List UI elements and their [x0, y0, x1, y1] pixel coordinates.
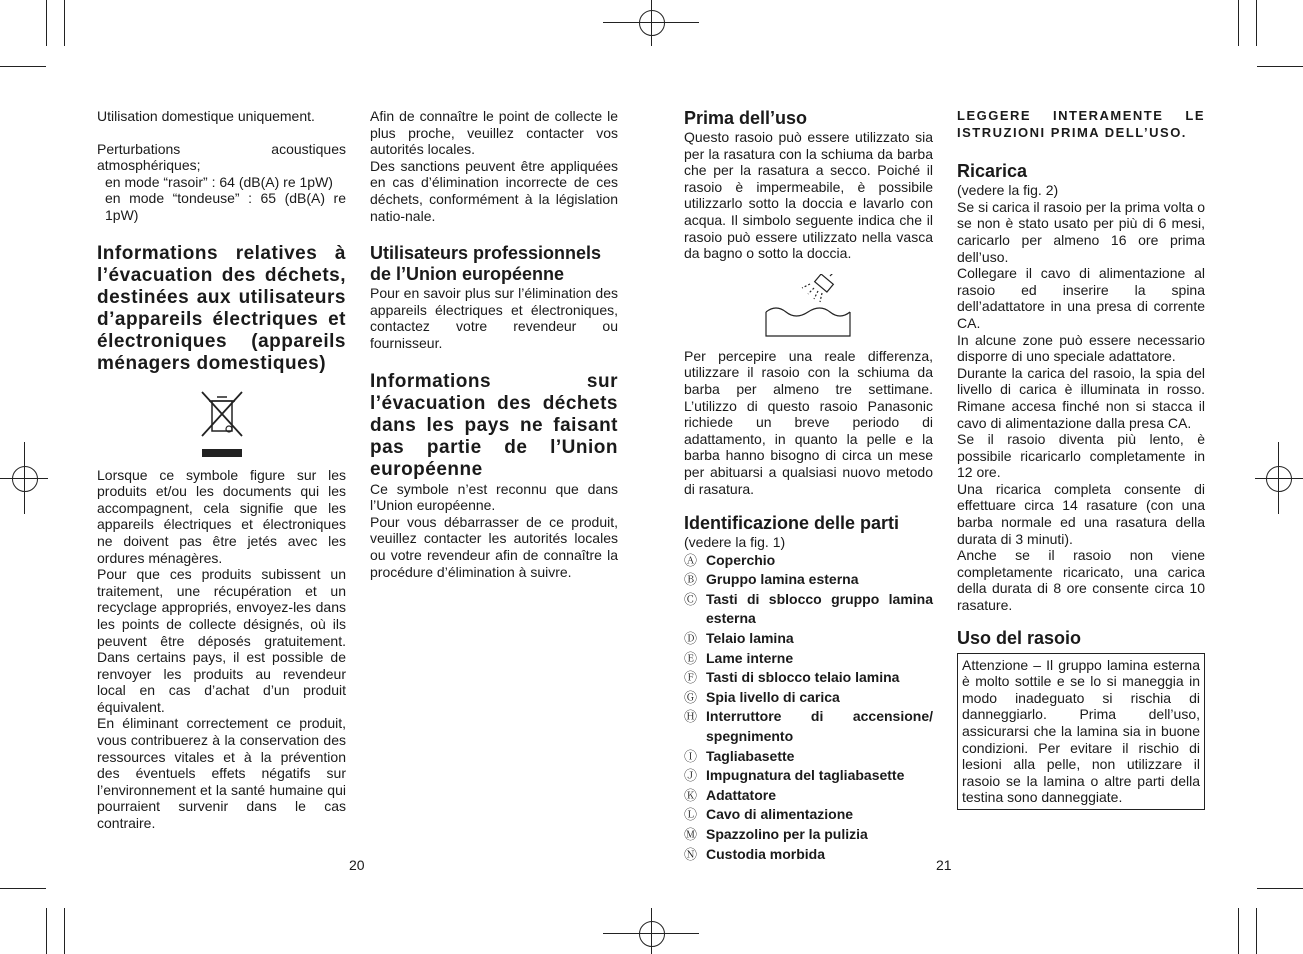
column-3	[684, 108, 933, 864]
text-charging-5: Se il rasoio diventa più lento, è possibile ricaricarlo completamente in 12 ore.	[957, 431, 1205, 481]
column-2	[370, 108, 618, 580]
list-item: Ⓐ Coperchio	[684, 551, 776, 568]
text-parts-fig: (vedere la fig. 1)	[684, 534, 786, 551]
list-item: Ⓛ Cavo di alimentazione	[684, 806, 854, 823]
text-adaptation: Per percepire una reale differenza, utilizzare il rasoio con la schiuma da barba per almeno tre settimane. L’utilizzo di questo rasoio Panasonic richiede un breve periodo di adattamento, in quanto la pelle e la barba hanno bisogno di circa un mese per abituarsi a qualsiasi nuovo metodo di rasatura.	[684, 347, 933, 497]
heading-non-eu: Informations sur l’évacuation des déchets dans les pays ne faisant pas partie de l’Union européenne	[370, 370, 618, 480]
text-symbol-meaning: Lorsque ce symbole figure sur les produits et/ou les documents qui les accompagnent, cela signifie que les appareils électriques et électroniques ne doivent pas être jetés avec les ordures ménagères.	[97, 466, 346, 566]
list-item: Ⓑ Gruppo lamina esterna	[684, 571, 859, 588]
list-item: Ⓚ Adattatore	[684, 786, 777, 803]
text-before-use: Questo rasoio può essere utilizzato sia per la rasatura con la schiuma da barba che per la rasatura a secco. Poiché il rasoio è impermeabile, è possibile utilizzarlo sotto la doccia e lavarlo con acqua. Il simbolo seguente indica che il rasoio può essere utilizzato nella vasca da bagno o sotto la doccia.	[684, 129, 933, 262]
text-domestic-use: Utilisation domestique uniquement.	[97, 108, 315, 124]
heading-before-use: Prima dell’uso	[684, 108, 808, 128]
text-caution: Attenzione – Il gruppo lamina esterna è molto sottile e se lo si maneggia in modo inadeguato si rischia di danneggiarlo. Prima dell’uso, assicurarsi che la lamina sia in buone condizioni. Per evitare il rischio di lesioni alla pelle, non utilizzare il rasoio se la lamina o altre parti della testina sono danneggiate.	[962, 656, 1200, 806]
text-collection-point: Afin de connaître le point de collecte le plus proche, veuillez contacter vos autorités locales.	[370, 108, 618, 158]
list-item: Ⓒ Tasti di sblocco gruppo lamina esterna	[684, 590, 933, 627]
shower-bath-icon	[684, 274, 933, 338]
text-collection: Pour que ces produits subissent un traitement, une récupération et un recyclage appropriés, envoyez-les dans les points de collecte désignés, où ils peuvent être déposés gratuitement. Dans certains pays, il est possible de renvoyer les produits au revendeur local en cas d’achat d’un produit équivalent.	[97, 566, 346, 715]
text-charging-7: Anche se il rasoio non viene completamente ricaricato, una carica della durata di 8 ore consente circa 10 rasature.	[957, 547, 1205, 614]
text-charging-1: Se si carica il rasoio per la prima volta o se non è stato usato per più di 6 mesi, caricarlo per almeno 16 ore prima dell’uso.	[957, 198, 1205, 265]
text-professional-users: Pour en savoir plus sur l’élimination des appareils électriques et électroniques, contactez votre revendeur ou fournisseur.	[370, 285, 618, 351]
page-number-left: 20	[349, 857, 365, 873]
crossed-bin-icon	[97, 389, 346, 459]
list-item: Ⓜ Spazzolino per la pulizia	[684, 826, 868, 842]
list-item: Ⓓ Telaio lamina	[684, 630, 794, 647]
text-charging-6: Una ricarica completa consente di effettuare circa 14 rasature (con una barba normale ed una rasatura della durata di 3 minuti).	[957, 480, 1205, 547]
caution-box	[957, 653, 1205, 810]
heading-professional-users: Utilisateurs professionnels de l’Union européenne	[370, 243, 602, 285]
list-item: Ⓖ Spia livello di carica	[684, 688, 840, 705]
list-item: Ⓕ Tasti di sblocco telaio lamina	[684, 669, 900, 686]
parts-list	[684, 551, 933, 865]
heading-charging: Ricarica	[957, 161, 1028, 182]
text-eu-only: Ce symbole n’est reconnu que dans l’Union européenne.	[370, 480, 618, 514]
text-charging-2: Collegare il cavo di alimentazione al rasoio ed inserire la spina dell’adattatore in una presa di corrente CA.	[957, 265, 1205, 331]
text-noise: Perturbations acoustiques atmosphériques;	[97, 140, 346, 174]
list-item: Ⓝ Custodia morbida	[684, 845, 826, 862]
heading-parts: Identificazione delle parti	[684, 513, 900, 534]
text-sanctions: Des sanctions peuvent être appliquées en cas d’élimination incorrecte de ces déchets, conformément à la législation natio-nale.	[370, 157, 618, 224]
list-item: Ⓙ Impugnatura del tagliabasette	[684, 767, 905, 784]
page-number-right: 21	[936, 857, 952, 873]
text-read-instructions: LEGGERE INTERAMENTE LE ISTRUZIONI PRIMA DELL’USO.	[957, 108, 1205, 140]
heading-weee: Informations relatives à l’évacuation des déchets, destinées aux utilisateurs d’appareils électriques et électroniques (appareils ménagers domestiques)	[97, 242, 346, 374]
text-noise-shaver: en mode “rasoir” : 64 (dB(A) re 1pW)	[105, 173, 333, 190]
list-item: Ⓔ Lame interne	[684, 649, 794, 666]
text-non-eu-disposal: Pour vous débarrasser de ce produit, veuillez contacter les autorités locales ou votre revendeur afin de connaître la procédure d’élimination à suivre.	[370, 513, 618, 580]
text-noise-trimmer: en mode “tondeuse” : 65 (dB(A) re 1pW)	[105, 190, 346, 223]
text-charging-fig: (vedere la fig. 2)	[957, 182, 1059, 199]
text-charging-4: Durante la carica del rasoio, la spia del livello di carica è illuminata in rosso. Rimane accesa finché non si stacca il cavo di alimentazione dalla presa CA.	[957, 364, 1205, 431]
column-1	[97, 108, 346, 832]
list-item: Ⓗ Interruttore di accensione/ spegnimento	[684, 708, 933, 745]
text-disposal-benefit: En éliminant correctement ce produit, vous contribuerez à la conservation des ressources vitales et à la prévention des éventuels effets négatifs sur l’environnement et la santé humaine qui pourraient survenir dans le cas contraire.	[97, 715, 346, 832]
heading-using-shaver: Uso del rasoio	[957, 627, 1082, 648]
list-item: Ⓘ Tagliabasette	[684, 747, 795, 764]
text-charging-3: In alcune zone può essere necessario disporre di uno speciale adattatore.	[957, 331, 1205, 365]
column-4	[957, 108, 1205, 810]
